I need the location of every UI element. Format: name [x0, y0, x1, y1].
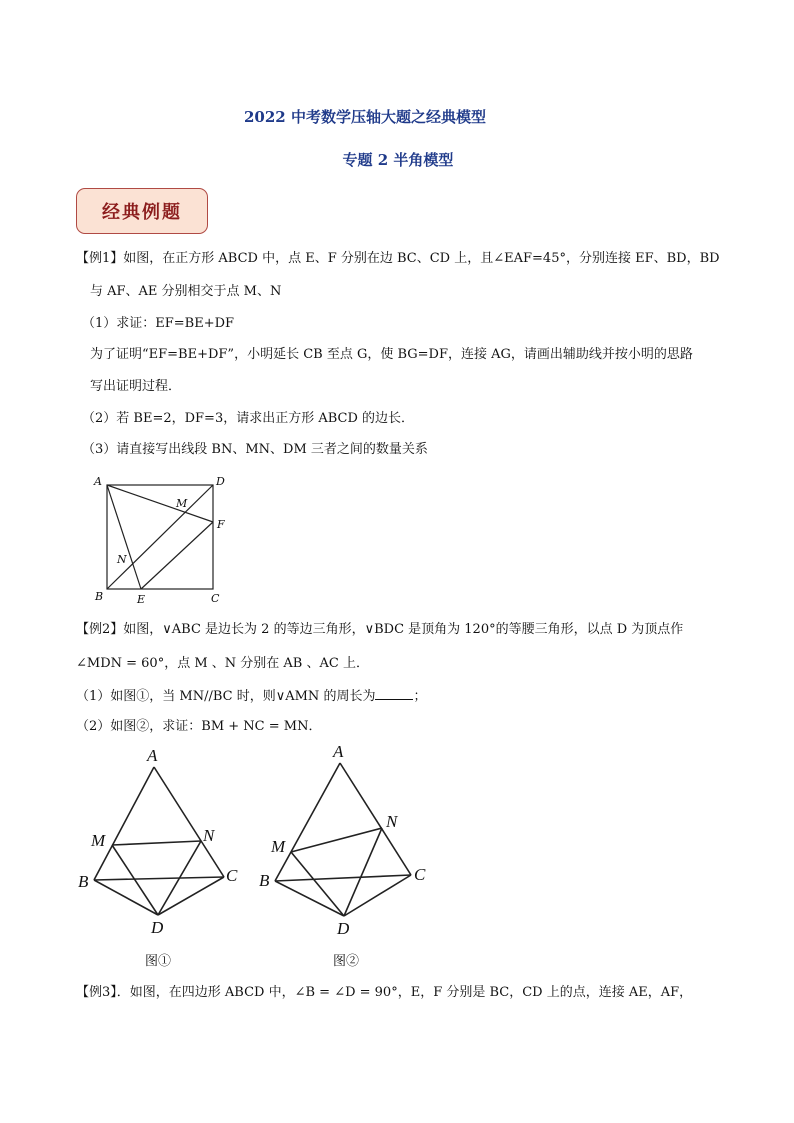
fig2a-label-A: A: [147, 746, 158, 765]
example1-hint-line2: 写出证明过程．: [90, 379, 182, 394]
example1-question1: （1）求证：EF=BE+DF: [82, 316, 235, 331]
figure2-caption: 图②: [333, 954, 360, 969]
fig2a-label-M: M: [91, 831, 106, 850]
example2-line1: 【例2】如图，∨ABC 是边长为 2 的等边三角形，∨BDC 是顶角为 120°的等腰三角形，以点 D 为顶点作: [76, 622, 684, 637]
section-badge: 经典例题: [76, 188, 208, 234]
fig2b-label-D: D: [337, 919, 350, 938]
example1-question2: （2）若 BE=2，DF=3，请求出正方形 ABCD 的边长．: [82, 411, 415, 426]
fig2a-label-D: D: [151, 918, 164, 937]
example1-hint-line1: 为了证明“EF=BE+DF”，小明延长 CB 至点 G，使 BG=DF，连接 AG，请画出辅助线并按小明的思路: [90, 347, 693, 362]
document-title: 2022 中考数学压轴大题之经典模型: [244, 108, 486, 126]
fig1-label-A: A: [94, 475, 102, 488]
fig2b-label-A: A: [333, 742, 344, 761]
fig1-label-B: B: [95, 590, 104, 603]
document-subtitle: 专题 2 半角模型: [342, 151, 454, 169]
figure1-caption: 图①: [145, 954, 172, 969]
example2-question1-suffix: ；: [413, 689, 427, 704]
fig1-label-N: N: [117, 553, 127, 566]
fig2a-label-N: N: [203, 826, 215, 845]
fig2a-label-B: B: [78, 872, 89, 891]
fig1-label-D: D: [216, 475, 225, 488]
fig2b-label-M: M: [271, 837, 286, 856]
example1-line2: 与 AF、AE 分别相交于点 M、N: [90, 284, 282, 299]
fig2a-label-C: C: [226, 866, 238, 885]
fig1-label-M: M: [176, 497, 188, 510]
example3-line1: 【例3】．如图，在四边形 ABCD 中，∠B = ∠D = 90°，E，F 分别是 BC，CD 上的点，连接 AE，AF，: [76, 985, 693, 1000]
fig1-label-F: F: [217, 518, 225, 531]
example2-question2: （2）如图②，求证：BM + NC = MN．: [76, 719, 322, 734]
example1-line1: 【例1】如图，在正方形 ABCD 中，点 E、F 分别在边 BC、CD 上，且∠EAF=45°，分别连接 EF、BD，BD: [76, 251, 720, 266]
fig2b-label-N: N: [386, 812, 398, 831]
fig1-label-C: C: [211, 592, 220, 605]
fig1-label-E: E: [137, 593, 146, 606]
example2-line2: ∠MDN = 60°，点 M 、N 分别在 AB 、AC 上．: [76, 656, 369, 671]
example1-question3: （3）请直接写出线段 BN、MN、DM 三者之间的数量关系: [82, 442, 428, 457]
fig2b-label-C: C: [414, 865, 426, 884]
fig2b-label-B: B: [259, 871, 270, 890]
example2-question1-text: （1）如图①，当 MN//BC 时，则∨AMN 的周长为: [76, 689, 376, 704]
